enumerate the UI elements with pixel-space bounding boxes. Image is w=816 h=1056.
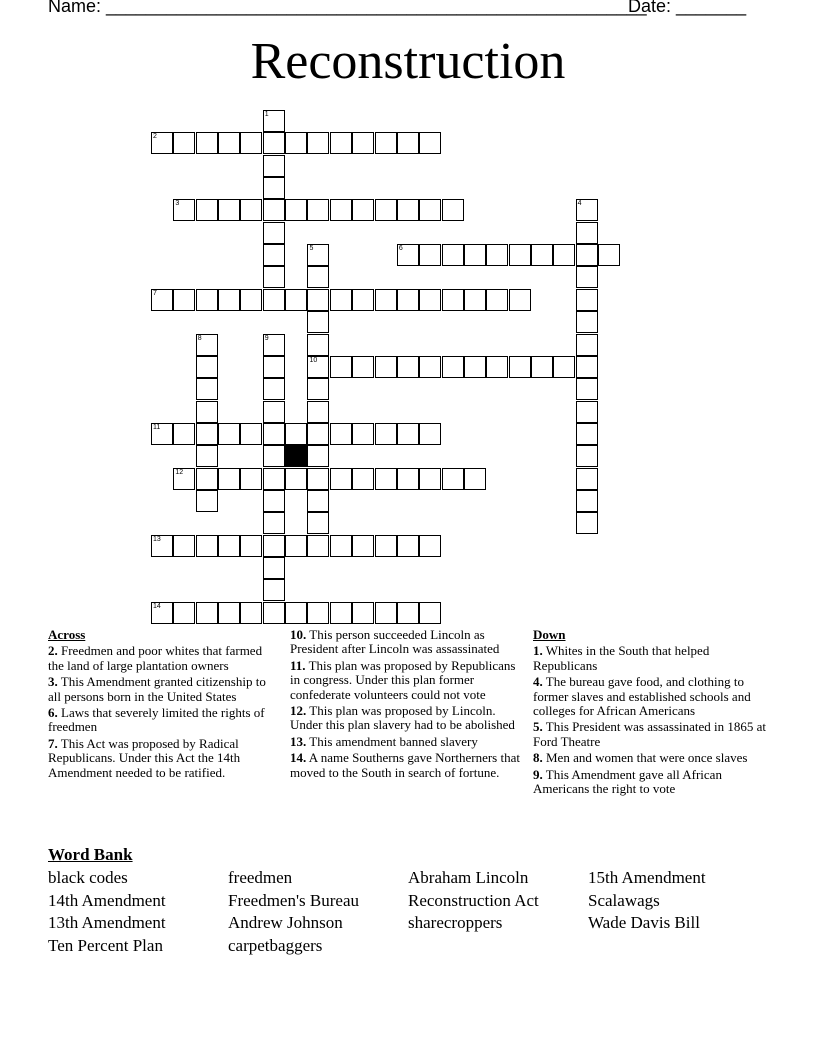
- grid-cell[interactable]: [531, 244, 553, 266]
- grid-cell[interactable]: [375, 356, 397, 378]
- grid-cell[interactable]: [419, 132, 441, 154]
- grid-cell[interactable]: [576, 222, 598, 244]
- word-bank-item: freedmen: [228, 868, 293, 887]
- clue: [533, 675, 771, 718]
- clue-text: This President was assassinated in 1865 at Ford Theatre: [533, 719, 767, 749]
- grid-cell[interactable]: [375, 132, 397, 154]
- grid-cell[interactable]: [218, 199, 240, 221]
- across-clues-column-2: [290, 628, 526, 782]
- clue-number: 6: [398, 245, 403, 253]
- grid-cell[interactable]: [397, 289, 419, 311]
- grid-cell[interactable]: [240, 199, 262, 221]
- grid-cell[interactable]: [196, 334, 218, 356]
- grid-cell[interactable]: [263, 199, 285, 221]
- clue: [290, 735, 526, 749]
- word-bank-item: 14th Amendment: [48, 890, 166, 910]
- grid-cell[interactable]: [196, 602, 218, 624]
- grid-cell[interactable]: [173, 468, 195, 490]
- grid-cell[interactable]: [151, 423, 173, 445]
- grid-cell[interactable]: [263, 602, 285, 624]
- grid-cell[interactable]: [576, 311, 598, 333]
- grid-cell[interactable]: [397, 535, 419, 557]
- grid-cell[interactable]: [307, 468, 329, 490]
- down-clues-column: [533, 628, 771, 798]
- grid-cell[interactable]: [196, 199, 218, 221]
- grid-cell[interactable]: [218, 468, 240, 490]
- grid-cell[interactable]: [330, 535, 352, 557]
- page-title: Reconstruction: [250, 33, 566, 90]
- grid-cell[interactable]: [576, 199, 598, 221]
- clue-number-label: 1.: [533, 643, 543, 659]
- clue-number: 3: [175, 200, 180, 208]
- grid-cell[interactable]: [307, 490, 329, 512]
- clue: [48, 675, 268, 704]
- grid-cell[interactable]: [285, 289, 307, 311]
- grid-cell[interactable]: [218, 602, 240, 624]
- clue-number-label: 6.: [48, 705, 58, 721]
- clue-number: 9: [264, 334, 269, 342]
- grid-cell[interactable]: [397, 602, 419, 624]
- clue-number: 4: [577, 200, 582, 208]
- grid-cell[interactable]: [240, 602, 262, 624]
- word-bank-row: [48, 891, 808, 914]
- grid-cell[interactable]: [173, 535, 195, 557]
- grid-cell[interactable]: [397, 244, 419, 266]
- grid-cell[interactable]: [509, 289, 531, 311]
- grid-cell[interactable]: [419, 244, 441, 266]
- grid-cell[interactable]: [307, 289, 329, 311]
- grid-cell[interactable]: [576, 468, 598, 490]
- clue-number-label: 7.: [48, 735, 58, 751]
- grid-cell[interactable]: [307, 311, 329, 333]
- grid-cell[interactable]: [285, 468, 307, 490]
- grid-cell[interactable]: [196, 468, 218, 490]
- grid-cell[interactable]: [263, 289, 285, 311]
- word-bank-item: Freedmen's Bureau: [228, 890, 359, 910]
- grid-cell[interactable]: [151, 132, 173, 154]
- grid-cell[interactable]: [263, 244, 285, 266]
- clue: [290, 628, 526, 657]
- grid-cell[interactable]: [576, 423, 598, 445]
- word-bank-item: black codes: [48, 868, 128, 887]
- word-bank-item: Abraham Lincoln: [408, 868, 529, 887]
- grid-cell[interactable]: [352, 535, 374, 557]
- clue-number-label: 3.: [48, 674, 58, 690]
- grid-cell[interactable]: [375, 199, 397, 221]
- word-bank-item: Andrew Johnson: [228, 913, 343, 933]
- grid-cell[interactable]: [486, 356, 508, 378]
- clue: [48, 644, 268, 673]
- grid-cell[interactable]: [576, 401, 598, 423]
- clue-number-label: 8.: [533, 750, 543, 766]
- grid-cell[interactable]: [307, 602, 329, 624]
- clue-number: 1: [264, 111, 269, 118]
- grid-cell[interactable]: [419, 602, 441, 624]
- clue-text: Laws that severely limited the rights of freedmen: [48, 705, 265, 735]
- grid-cell[interactable]: [285, 199, 307, 221]
- clue-number: 11: [153, 423, 161, 431]
- grid-cell[interactable]: [173, 602, 195, 624]
- grid-cell[interactable]: [419, 356, 441, 378]
- grid-cell[interactable]: [196, 535, 218, 557]
- grid-cell[interactable]: [263, 222, 285, 244]
- clue-number: 7: [153, 289, 157, 297]
- grid-cell[interactable]: [307, 334, 329, 356]
- grid-cell[interactable]: [285, 132, 307, 154]
- clue: [48, 737, 268, 780]
- word-bank-row: [48, 868, 808, 891]
- clue-number-label: 9.: [533, 766, 543, 782]
- grid-cell[interactable]: [330, 468, 352, 490]
- clue-number-label: 14.: [290, 750, 307, 766]
- grid-cell[interactable]: [397, 356, 419, 378]
- clue-text: This plan was proposed by Lincoln. Under this plan slavery had to be abolished: [290, 703, 515, 733]
- clue-number-label: 10.: [290, 627, 307, 642]
- grid-cell[interactable]: [151, 535, 173, 557]
- grid-cell[interactable]: [218, 423, 240, 445]
- grid-cell[interactable]: [330, 423, 352, 445]
- grid-cell[interactable]: [598, 244, 620, 266]
- grid-cell[interactable]: [330, 356, 352, 378]
- grid-cell[interactable]: [397, 199, 419, 221]
- clue-number-label: 4.: [533, 674, 543, 690]
- grid-cell[interactable]: [307, 512, 329, 534]
- grid-cell[interactable]: [307, 132, 329, 154]
- grid-cell[interactable]: [307, 244, 329, 266]
- grid-cell[interactable]: [576, 512, 598, 534]
- clue-number: 2: [153, 133, 157, 141]
- word-bank-item: 15th Amendment: [588, 868, 706, 887]
- word-bank-item: sharecroppers: [408, 913, 503, 933]
- clue: [290, 659, 526, 702]
- grid-cell[interactable]: [375, 468, 397, 490]
- grid-cell[interactable]: [509, 244, 531, 266]
- grid-cell[interactable]: [509, 356, 531, 378]
- word-bank-item: Wade Davis Bill: [588, 913, 700, 933]
- clue-text: This plan was proposed by Republicans in congress. Under this plan former confederate volunteers could not vote: [290, 657, 516, 702]
- grid-cell[interactable]: [464, 356, 486, 378]
- name-field[interactable]: Name: ______________________________________________________: [48, 0, 647, 16]
- grid-cell[interactable]: [397, 468, 419, 490]
- clue: [290, 704, 526, 733]
- grid-cell[interactable]: [397, 423, 419, 445]
- grid-cell[interactable]: [196, 378, 218, 400]
- grid-cell[interactable]: [419, 423, 441, 445]
- grid-cell[interactable]: [196, 356, 218, 378]
- clue-text: This Act was proposed by Radical Republicans. Under this Act the 14th Amendment needed to be ratified.: [48, 735, 241, 780]
- grid-cell[interactable]: [263, 535, 285, 557]
- grid-cell[interactable]: [263, 155, 285, 177]
- grid-cell[interactable]: [196, 289, 218, 311]
- grid-cell[interactable]: [375, 602, 397, 624]
- grid-cell[interactable]: [330, 602, 352, 624]
- clue: [533, 644, 771, 673]
- grid-cell[interactable]: [151, 289, 173, 311]
- grid-cell[interactable]: [263, 110, 285, 132]
- word-bank-item: [408, 936, 588, 959]
- grid-cell[interactable]: [173, 132, 195, 154]
- clue-text: This person succeeded Lincoln as President after Lincoln was assassinated: [290, 627, 500, 657]
- clue: [533, 768, 771, 797]
- grid-cell[interactable]: [263, 512, 285, 534]
- clue-number-label: 13.: [290, 733, 307, 749]
- grid-cell[interactable]: [553, 244, 575, 266]
- grid-cell[interactable]: [218, 535, 240, 557]
- grid-cell[interactable]: [576, 445, 598, 467]
- grid-cell[interactable]: [196, 132, 218, 154]
- clue-text: A name Southerns gave Northerners that moved to the South in search of fortune.: [290, 750, 520, 780]
- grid-cell[interactable]: [240, 535, 262, 557]
- grid-cell[interactable]: [442, 199, 464, 221]
- grid-cell[interactable]: [397, 132, 419, 154]
- grid-cell[interactable]: [352, 602, 374, 624]
- word-bank-item: Ten Percent Plan: [48, 936, 163, 956]
- grid-cell[interactable]: [419, 289, 441, 311]
- clue-text: This Amendment granted citizenship to all persons born in the United States: [48, 674, 266, 704]
- clue-text: The bureau gave food, and clothing to former slaves and established schools and colleges for African Americans: [533, 674, 751, 719]
- grid-cell[interactable]: [553, 356, 575, 378]
- word-bank-item: [588, 936, 768, 959]
- grid-cell[interactable]: [173, 199, 195, 221]
- grid-cell[interactable]: [531, 356, 553, 378]
- grid-cell[interactable]: [576, 356, 598, 378]
- clue-number: 12: [175, 468, 184, 476]
- grid-cell[interactable]: [285, 535, 307, 557]
- clue: [533, 720, 771, 749]
- grid-cell[interactable]: [151, 602, 173, 624]
- clue-number: 14: [153, 602, 161, 610]
- grid-cell[interactable]: [576, 490, 598, 512]
- grid-cell[interactable]: [442, 244, 464, 266]
- grid-cell[interactable]: [173, 423, 195, 445]
- clue-number-label: 2.: [48, 643, 58, 659]
- grid-cell[interactable]: [307, 199, 329, 221]
- grid-cell[interactable]: [285, 423, 307, 445]
- grid-cell[interactable]: [576, 378, 598, 400]
- grid-cell[interactable]: [576, 266, 598, 288]
- grid-cell[interactable]: [285, 602, 307, 624]
- grid-cell[interactable]: [240, 468, 262, 490]
- grid-cell[interactable]: [442, 356, 464, 378]
- clue-number-label: 11.: [290, 657, 306, 673]
- grid-cell[interactable]: [352, 199, 374, 221]
- date-field[interactable]: Date: _______: [628, 0, 747, 16]
- grid-cell[interactable]: [352, 132, 374, 154]
- grid-cell[interactable]: [486, 289, 508, 311]
- clue-number-label: 12.: [290, 703, 307, 719]
- grid-cell[interactable]: [263, 490, 285, 512]
- grid-cell[interactable]: [464, 468, 486, 490]
- word-bank-item: Scalawags: [588, 890, 660, 910]
- clue: [290, 751, 526, 780]
- grid-cell[interactable]: [307, 266, 329, 288]
- grid-cell[interactable]: [352, 423, 374, 445]
- grid-cell[interactable]: [240, 132, 262, 154]
- grid-cell[interactable]: [464, 244, 486, 266]
- grid-cell[interactable]: [576, 244, 598, 266]
- clue-text: Freedmen and poor whites that farmed the land of large plantation owners: [48, 643, 263, 673]
- down-heading: Down: [533, 627, 566, 642]
- grid-cell[interactable]: [486, 244, 508, 266]
- clue-number: 13: [153, 535, 161, 543]
- grid-cell[interactable]: [307, 535, 329, 557]
- grid-cell[interactable]: [419, 199, 441, 221]
- grid-cell[interactable]: [352, 289, 374, 311]
- grid-cell[interactable]: [375, 289, 397, 311]
- grid-cell[interactable]: [196, 490, 218, 512]
- word-bank-item: Reconstruction Act: [408, 890, 539, 910]
- grid-cell[interactable]: [218, 132, 240, 154]
- word-bank-item: carpetbaggers: [228, 936, 323, 956]
- word-bank-item: 13th Amendment: [48, 913, 166, 933]
- grid-cell[interactable]: [307, 401, 329, 423]
- grid-cell[interactable]: [263, 177, 285, 199]
- grid-cell[interactable]: [263, 266, 285, 288]
- clue-text: Whites in the South that helped Republicans: [533, 643, 710, 673]
- grid-cell[interactable]: [576, 334, 598, 356]
- across-clues-column-1: [48, 628, 268, 782]
- black-cell: [285, 445, 307, 467]
- grid-cell[interactable]: [196, 401, 218, 423]
- grid-cell[interactable]: [442, 289, 464, 311]
- grid-cell[interactable]: [330, 199, 352, 221]
- clue: [533, 751, 771, 765]
- grid-cell[interactable]: [419, 535, 441, 557]
- clue-number: 10: [309, 356, 318, 364]
- grid-cell[interactable]: [352, 356, 374, 378]
- clue-text: This amendment banned slavery: [309, 733, 478, 749]
- clue-text: This Amendment gave all African Americans the right to vote: [533, 766, 722, 797]
- word-bank-row: [48, 936, 808, 959]
- grid-cell[interactable]: [263, 557, 285, 579]
- word-bank-row: [48, 913, 808, 936]
- grid-cell[interactable]: [240, 423, 262, 445]
- clue-number: 8: [197, 334, 202, 342]
- grid-cell[interactable]: [263, 468, 285, 490]
- clue-number-label: 5.: [533, 719, 543, 735]
- grid-cell[interactable]: [419, 468, 441, 490]
- grid-cell[interactable]: [263, 132, 285, 154]
- grid-cell[interactable]: [263, 401, 285, 423]
- grid-cell[interactable]: [263, 579, 285, 601]
- grid-cell[interactable]: [196, 423, 218, 445]
- grid-cell[interactable]: [330, 132, 352, 154]
- grid-cell[interactable]: [464, 289, 486, 311]
- grid-cell[interactable]: [375, 423, 397, 445]
- clue: [48, 706, 268, 735]
- grid-cell[interactable]: [442, 468, 464, 490]
- grid-cell[interactable]: [218, 289, 240, 311]
- clue-text: Men and women that were once slaves: [546, 750, 748, 766]
- grid-cell[interactable]: [263, 334, 285, 356]
- grid-cell[interactable]: [352, 468, 374, 490]
- grid-cell[interactable]: [307, 445, 329, 467]
- word-bank: [48, 868, 808, 959]
- grid-cell[interactable]: [263, 423, 285, 445]
- grid-cell[interactable]: [375, 535, 397, 557]
- across-heading: Across: [48, 627, 86, 642]
- grid-cell[interactable]: [330, 289, 352, 311]
- clue-number: 5: [309, 245, 314, 253]
- grid-cell[interactable]: [263, 378, 285, 400]
- grid-cell[interactable]: [263, 445, 285, 467]
- grid-cell[interactable]: [576, 289, 598, 311]
- grid-cell[interactable]: [307, 378, 329, 400]
- grid-cell[interactable]: [263, 356, 285, 378]
- grid-cell[interactable]: [240, 289, 262, 311]
- grid-cell[interactable]: [307, 356, 329, 378]
- word-bank-title: Word Bank: [48, 845, 133, 864]
- grid-cell[interactable]: [307, 423, 329, 445]
- grid-cell[interactable]: [173, 289, 195, 311]
- grid-cell[interactable]: [196, 445, 218, 467]
